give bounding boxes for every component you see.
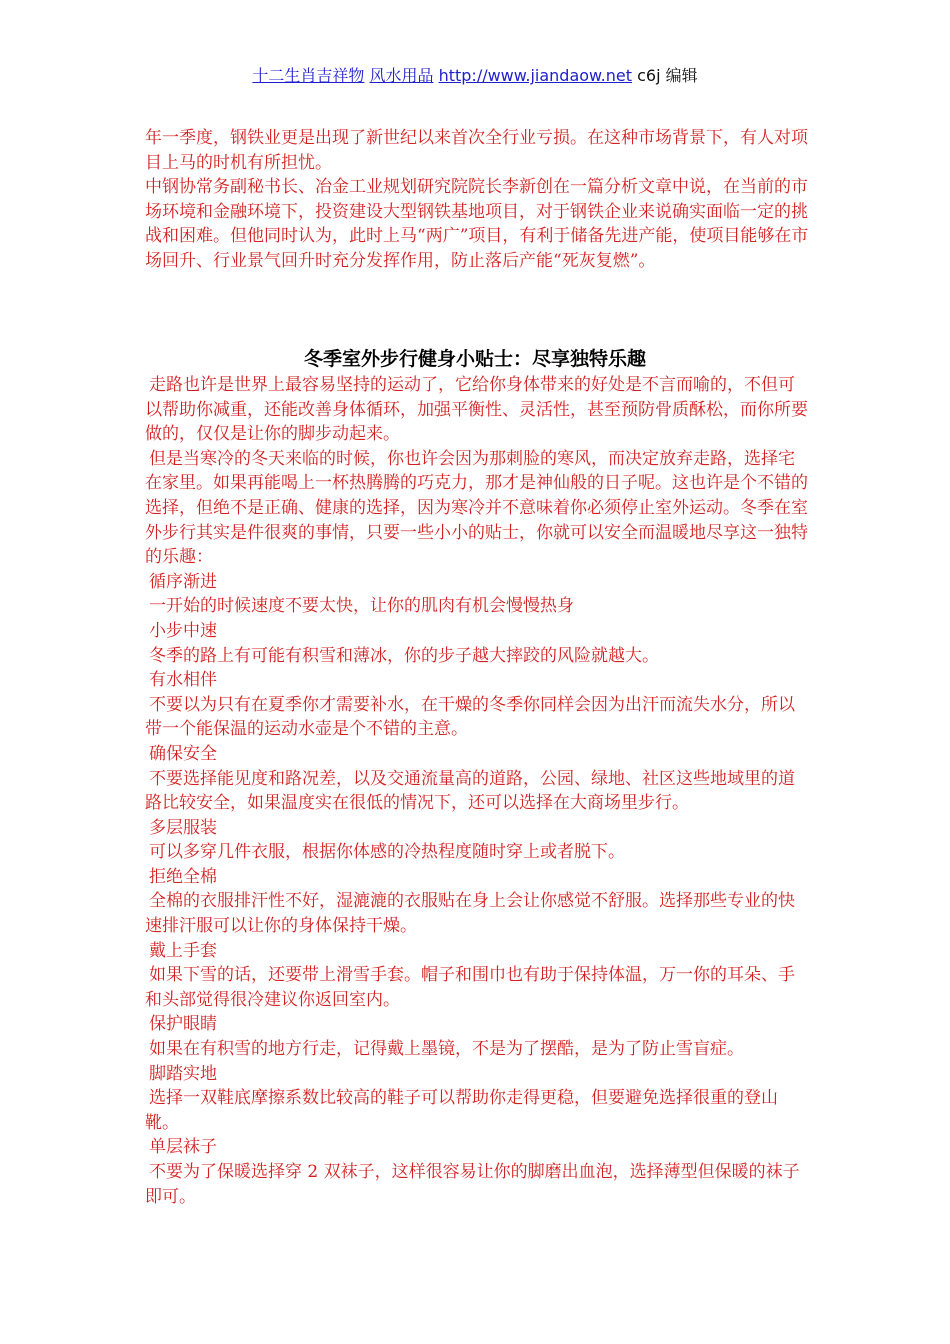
tip-heading: 循序渐进 xyxy=(149,571,217,592)
lead-paragraph: 但是当寒冷的冬天来临的时候，你也许会因为那刺脸的寒风，而决定放弃走路，选择宅在家里。如果再能喝上一杯热腾腾的巧克力，那才是神仙般的日子呢。这也许是个不错的选择，但绝不是正确、健康的选择，因为寒冷并不意味着你必须停止室外运动。冬季在室外步行其实是件很爽的事情，只要一些小小的贴士，你就可以安全而温暖地尽享这一独特的乐趣： xyxy=(145,448,808,568)
tip-heading: 有水相伴 xyxy=(149,670,217,691)
tip-heading: 拒绝全棉 xyxy=(149,866,217,887)
tip-body: 如果在有积雪的地方行走，记得戴上墨镜，不是为了摆酷，是为了防止雪盲症。 xyxy=(149,1039,744,1060)
tip-body: 如果下雪的话，还要带上滑雪手套。帽子和围巾也有助于保持体温，万一你的耳朵、手和头部觉得很冷建议你返回室内。 xyxy=(145,965,795,1010)
header-link-fengshui[interactable]: 风水用品 xyxy=(369,66,434,85)
tip-body: 不要为了保暖选择穿 2 双袜子，这样很容易让你的脚磨出血泡，选择薄型但保暖的袜子即可。 xyxy=(145,1162,800,1207)
tip-body: 全棉的衣服排汗性不好，湿漉漉的衣服贴在身上会让你感觉不舒服。选择那些专业的快速排汗服可以让你的身体保持干燥。 xyxy=(145,891,795,937)
tip-body: 冬季的路上有可能有积雪和薄冰，你的步子越大摔跤的风险就越大。 xyxy=(149,645,659,666)
tip-body: 一开始的时候速度不要太快，让你的肌肉有机会慢慢热身 xyxy=(149,596,574,617)
tip-heading: 戴上手套 xyxy=(149,940,217,961)
intro-text xyxy=(145,126,810,274)
header-editor: c6j 编辑 xyxy=(637,66,698,85)
tip-heading: 单层袜子 xyxy=(149,1137,217,1158)
lead-paragraph: 走路也许是世界上最容易坚持的运动了，它给你身体带来的好处是不言而喻的，不但可以帮助你减重，还能改善身体循环，加强平衡性、灵活性，甚至预防骨质酥松，而你所要做的，仅仅是让你的脚步动起来。 xyxy=(145,375,808,445)
intro-paragraph: 中钢协常务副秘书长、冶金工业规划研究院院长李新创在一篇分析文章中说，在当前的市场环境和金融环境下，投资建设大型钢铁基地项目，对于钢铁企业来说确实面临一定的挑战和困难。但他同时认为，此时上马“两广”项目，有利于储备先进产能，使项目能够在市场回升、行业景气回升时充分发挥作用，防止落后产能“死灰复燃”。 xyxy=(145,177,809,271)
article-title: 冬季室外步行健身小贴士：尽享独特乐趣 xyxy=(303,348,646,370)
tip-body: 可以多穿几件衣服，根据你体感的冷热程度随时穿上或者脱下。 xyxy=(149,842,625,863)
header-link-zodiac[interactable]: 十二生肖吉祥物 xyxy=(252,66,365,85)
page-header xyxy=(0,64,950,88)
tip-body: 不要选择能见度和路况差，以及交通流量高的道路，公园、绿地、社区这些地域里的道路比较安全，如果温度实在很低的情况下，还可以选择在大商场里步行。 xyxy=(145,768,795,814)
tip-heading: 保护眼睛 xyxy=(149,1014,217,1035)
article-body xyxy=(145,373,810,1209)
tip-heading: 确保安全 xyxy=(149,743,217,764)
tip-heading: 小步中速 xyxy=(149,620,217,641)
intro-paragraph: 年一季度，钢铁业更是出现了新世纪以来首次全行业亏损。在这种市场背景下，有人对项目上马的时机有所担忧。 xyxy=(145,128,808,173)
tip-heading: 多层服装 xyxy=(149,817,217,838)
header-link-url[interactable]: http://www.jiandaow.net xyxy=(438,66,633,85)
tip-body: 不要以为只有在夏季你才需要补水，在干燥的冬季你同样会因为出汗而流失水分，所以带一个能保温的运动水壶是个不错的主意。 xyxy=(145,694,795,740)
tip-body: 选择一双鞋底摩擦系数比较高的鞋子可以帮助你走得更稳，但要避免选择很重的登山靴。 xyxy=(145,1088,778,1133)
tip-heading: 脚踏实地 xyxy=(149,1063,217,1084)
